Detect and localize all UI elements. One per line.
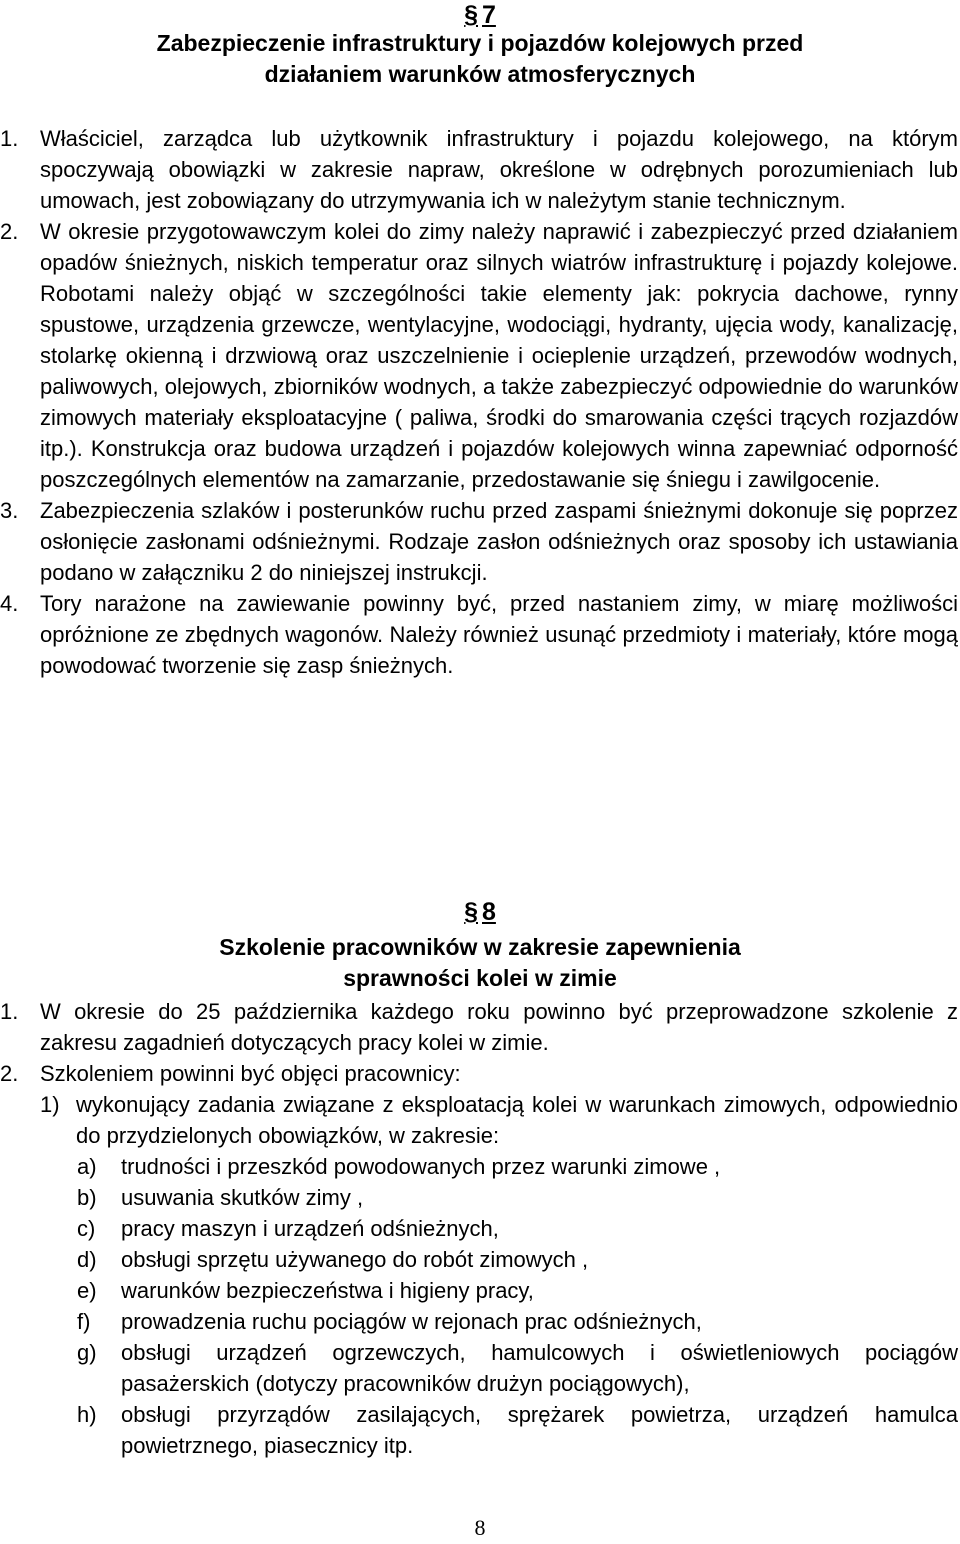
letter-marker: c) (77, 1216, 96, 1241)
section-7-title-line-2: działaniem warunków atmosferycznych (264, 60, 696, 87)
letter-item-b (0, 1182, 958, 1213)
letter-marker: b) (77, 1185, 97, 1210)
page-number: 8 (474, 1515, 486, 1540)
section-7-heading (0, 0, 960, 30)
section-8-title-line-2: sprawności kolei w zimie (343, 964, 617, 991)
letter-text: pracy maszyn i urządzeń odśnieżnych, (121, 1216, 499, 1241)
section-7-title (0, 28, 960, 89)
section-7-item-4 (0, 588, 958, 681)
item-text: W okresie przygotowawczym kolei do zimy należy naprawić i zabezpieczyć przed działaniem opadów śnieżnych, niskich temperatur oraz silnych wiatrów infrastrukturę i pojazdy kolejowe. Robotami należy objąć w szczególności takie elementy jak: pokrycia dachowe, rynny spustowe, urządzenia grzewcze, wentylacyjne, wodociągi, hydranty, ujęcia wody, kanalizację, stolarkę okienną i drzwiową oraz uszczelnienie i ocieplenie urządzeń, przewodów wodnych, paliwowych, olejowych, zbiorników wodnych, a także zabezpieczyć odpowiednie do warunków zimowych materiały eksploatacyjne ( paliwa, środki do smarowania części trących rozjazdów itp.). Konstrukcja oraz budowa urządzeń i pojazdów kolejowych winna zapewniać odporność poszczególnych elementów na zamarzanie, przedostawanie się śniegu i zawilgocenie. (40, 219, 958, 492)
letter-marker: d) (77, 1247, 97, 1272)
letter-text: obsługi urządzeń ogrzewczych, hamulcowych i oświetleniowych pociągów pasażerskich (dotyczy pracowników drużyn pociągowych), (121, 1340, 958, 1396)
letter-text: usuwania skutków zimy , (121, 1185, 364, 1210)
letter-text: obsługi przyrządów zasilających, sprężarek powietrza, urządzeń hamulca powietrznego, piasecznicy itp. (121, 1402, 958, 1458)
section-8-heading (0, 897, 960, 927)
item-number: 1. (0, 126, 19, 151)
paragraph-sign: § (464, 1, 478, 29)
item-text: W okresie do 25 października każdego roku powinno być przeprowadzone szkolenie z zakresu zagadnień dotyczących pracy kolei w zimie. (40, 999, 958, 1055)
section-7-number: 7 (482, 1, 496, 29)
letter-marker: a) (77, 1154, 97, 1179)
item-text: Zabezpieczenia szlaków i posterunków ruchu przed zaspami śnieżnymi dokonuje się poprzez osłonięcie zasłonami odśnieżnymi. Rodzaje zasłon odśnieżnych oraz sposoby ich ustawiania podano w załączniku 2 do niniejszej instrukcji. (40, 498, 958, 585)
item-number: 1. (0, 999, 19, 1024)
letter-item-c (0, 1213, 958, 1244)
item-text: Tory narażone na zawiewanie powinny być, przed nastaniem zimy, w miarę możliwości opróżnione ze zbędnych wagonów. Należy również usunąć przedmioty i materiały, które mogą powodować tworzenie się zasp śnieżnych. (40, 591, 958, 678)
letter-marker: f) (77, 1309, 91, 1334)
section-8-title-line-1: Szkolenie pracowników w zakresie zapewnienia (219, 934, 741, 960)
letter-text: obsługi sprzętu używanego do robót zimowych , (121, 1247, 589, 1272)
item-number: 2. (0, 219, 19, 244)
letter-marker: e) (77, 1278, 97, 1303)
section-8-item-2 (0, 1058, 958, 1089)
section-7-item-2 (0, 216, 958, 495)
letter-item-h (0, 1399, 958, 1461)
letter-text: warunków bezpieczeństwa i higieny pracy, (121, 1278, 534, 1303)
item-number: 3. (0, 498, 19, 523)
letter-text: prowadzenia ruchu pociągów w rejonach prac odśnieżnych, (121, 1309, 702, 1334)
letter-item-d (0, 1244, 958, 1275)
letter-item-e (0, 1275, 958, 1306)
item-number: 2. (0, 1061, 19, 1086)
letter-item-a (0, 1151, 958, 1182)
item-text: Szkoleniem powinni być objęci pracownicy: (40, 1061, 461, 1086)
subitem-number: 1) (40, 1092, 60, 1117)
letter-item-f (0, 1306, 958, 1337)
section-8-number: 8 (482, 898, 496, 926)
section-8-subitem-1 (0, 1089, 958, 1151)
section-7-body (0, 123, 958, 681)
section-7-item-1 (0, 123, 958, 216)
letter-text: trudności i przeszkód powodowanych przez warunki zimowe , (121, 1154, 721, 1179)
section-8-title (0, 932, 960, 993)
letter-marker: g) (77, 1340, 97, 1365)
paragraph-sign: § (464, 898, 478, 926)
subitem-text: wykonujący zadania związane z eksploatacją kolei w warunkach zimowych, odpowiednio do przydzielonych obowiązków, w zakresie: (76, 1092, 958, 1148)
section-7-title-line-1: Zabezpieczenie infrastruktury i pojazdów kolejowych przed (156, 30, 804, 56)
letter-marker: h) (77, 1402, 97, 1427)
section-7-item-3 (0, 495, 958, 588)
section-8-item-1 (0, 996, 958, 1058)
item-text: Właściciel, zarządca lub użytkownik infrastruktury i pojazdu kolejowego, na którym spoczywają obowiązki w zakresie napraw, określone w odrębnych porozumieniach lub umowach, jest zobowiązany do utrzymywania ich w należytym stanie technicznym. (40, 126, 958, 213)
letter-item-g (0, 1337, 958, 1399)
item-number: 4. (0, 591, 19, 616)
section-8-body (0, 996, 958, 1461)
